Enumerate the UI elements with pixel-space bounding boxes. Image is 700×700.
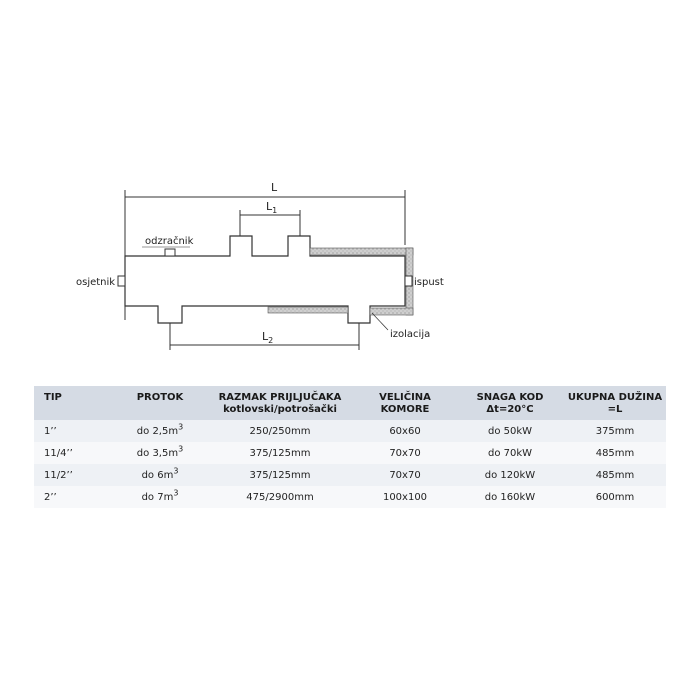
insulation-top	[310, 248, 413, 255]
cell-tip: 1’’	[44, 425, 57, 437]
cell-razmak: 250/250mm	[249, 425, 311, 437]
cell-tip: 2’’	[44, 491, 57, 503]
table-row	[34, 442, 666, 464]
dimension-L1	[240, 210, 300, 236]
air-vent-port	[165, 249, 175, 256]
specification-table	[34, 386, 666, 508]
drain-label: ispust	[414, 277, 444, 288]
cell-snaga: do 50kW	[487, 425, 533, 437]
insulation-bottom	[370, 308, 413, 315]
air-vent-label: odzračnik	[145, 236, 194, 247]
cell-velicina: 70x70	[389, 447, 421, 459]
cell-duzina: 485mm	[595, 469, 635, 481]
cell-razmak: 475/2900mm	[246, 491, 314, 503]
cell-protok: do $2,5m^3$	[136, 422, 184, 437]
cell-razmak: 375/125mm	[249, 447, 311, 459]
header-velicina: VELIČINA KOMORE	[379, 392, 431, 415]
cell-snaga: do 70kW	[487, 447, 533, 459]
cell-protok: do $6m^3$	[141, 466, 179, 481]
dimension-L2-label: $L_2$	[262, 330, 274, 345]
dimension-L1-label: $L_1$	[266, 200, 278, 215]
cell-velicina: 100x100	[382, 491, 428, 503]
insulation-leader	[372, 313, 388, 330]
cell-velicina: 70x70	[389, 469, 421, 481]
insulation-bottom-left	[268, 307, 348, 313]
cell-tip: 11/2’’	[44, 469, 73, 481]
header-protok: PROTOK	[136, 392, 184, 403]
table-row	[34, 464, 666, 486]
insulation-label: izolacija	[390, 329, 431, 340]
cell-protok: do $3,5m^3$	[136, 444, 184, 459]
header-snaga: SNAGA KOD Δt=20°C	[476, 392, 544, 415]
header-tip: TIP	[44, 392, 62, 403]
cell-duzina: 375mm	[595, 425, 635, 437]
table-row	[34, 486, 666, 508]
table-header-row	[34, 386, 666, 420]
cell-tip: 11/4’’	[44, 447, 73, 459]
cell-duzina: 600mm	[595, 491, 635, 503]
sensor-label: osjetnik	[76, 277, 116, 288]
table-row	[34, 420, 666, 442]
drain-port	[405, 276, 412, 286]
cell-razmak: 375/125mm	[249, 469, 311, 481]
sensor-port	[118, 276, 125, 286]
cell-snaga: do 120kW	[484, 469, 536, 481]
cell-snaga: do 160kW	[484, 491, 536, 503]
cell-velicina: 60x60	[389, 425, 421, 437]
dimension-L-label: L	[271, 181, 278, 194]
cell-protok: do $7m^3$	[141, 488, 179, 503]
header-duzina: UKUPNA DUŽINA =L	[567, 392, 663, 415]
header-razmak: RAZMAK PRIJLJUČAKA kotlovski/potrošački	[218, 392, 342, 415]
cell-duzina: 485mm	[595, 447, 635, 459]
